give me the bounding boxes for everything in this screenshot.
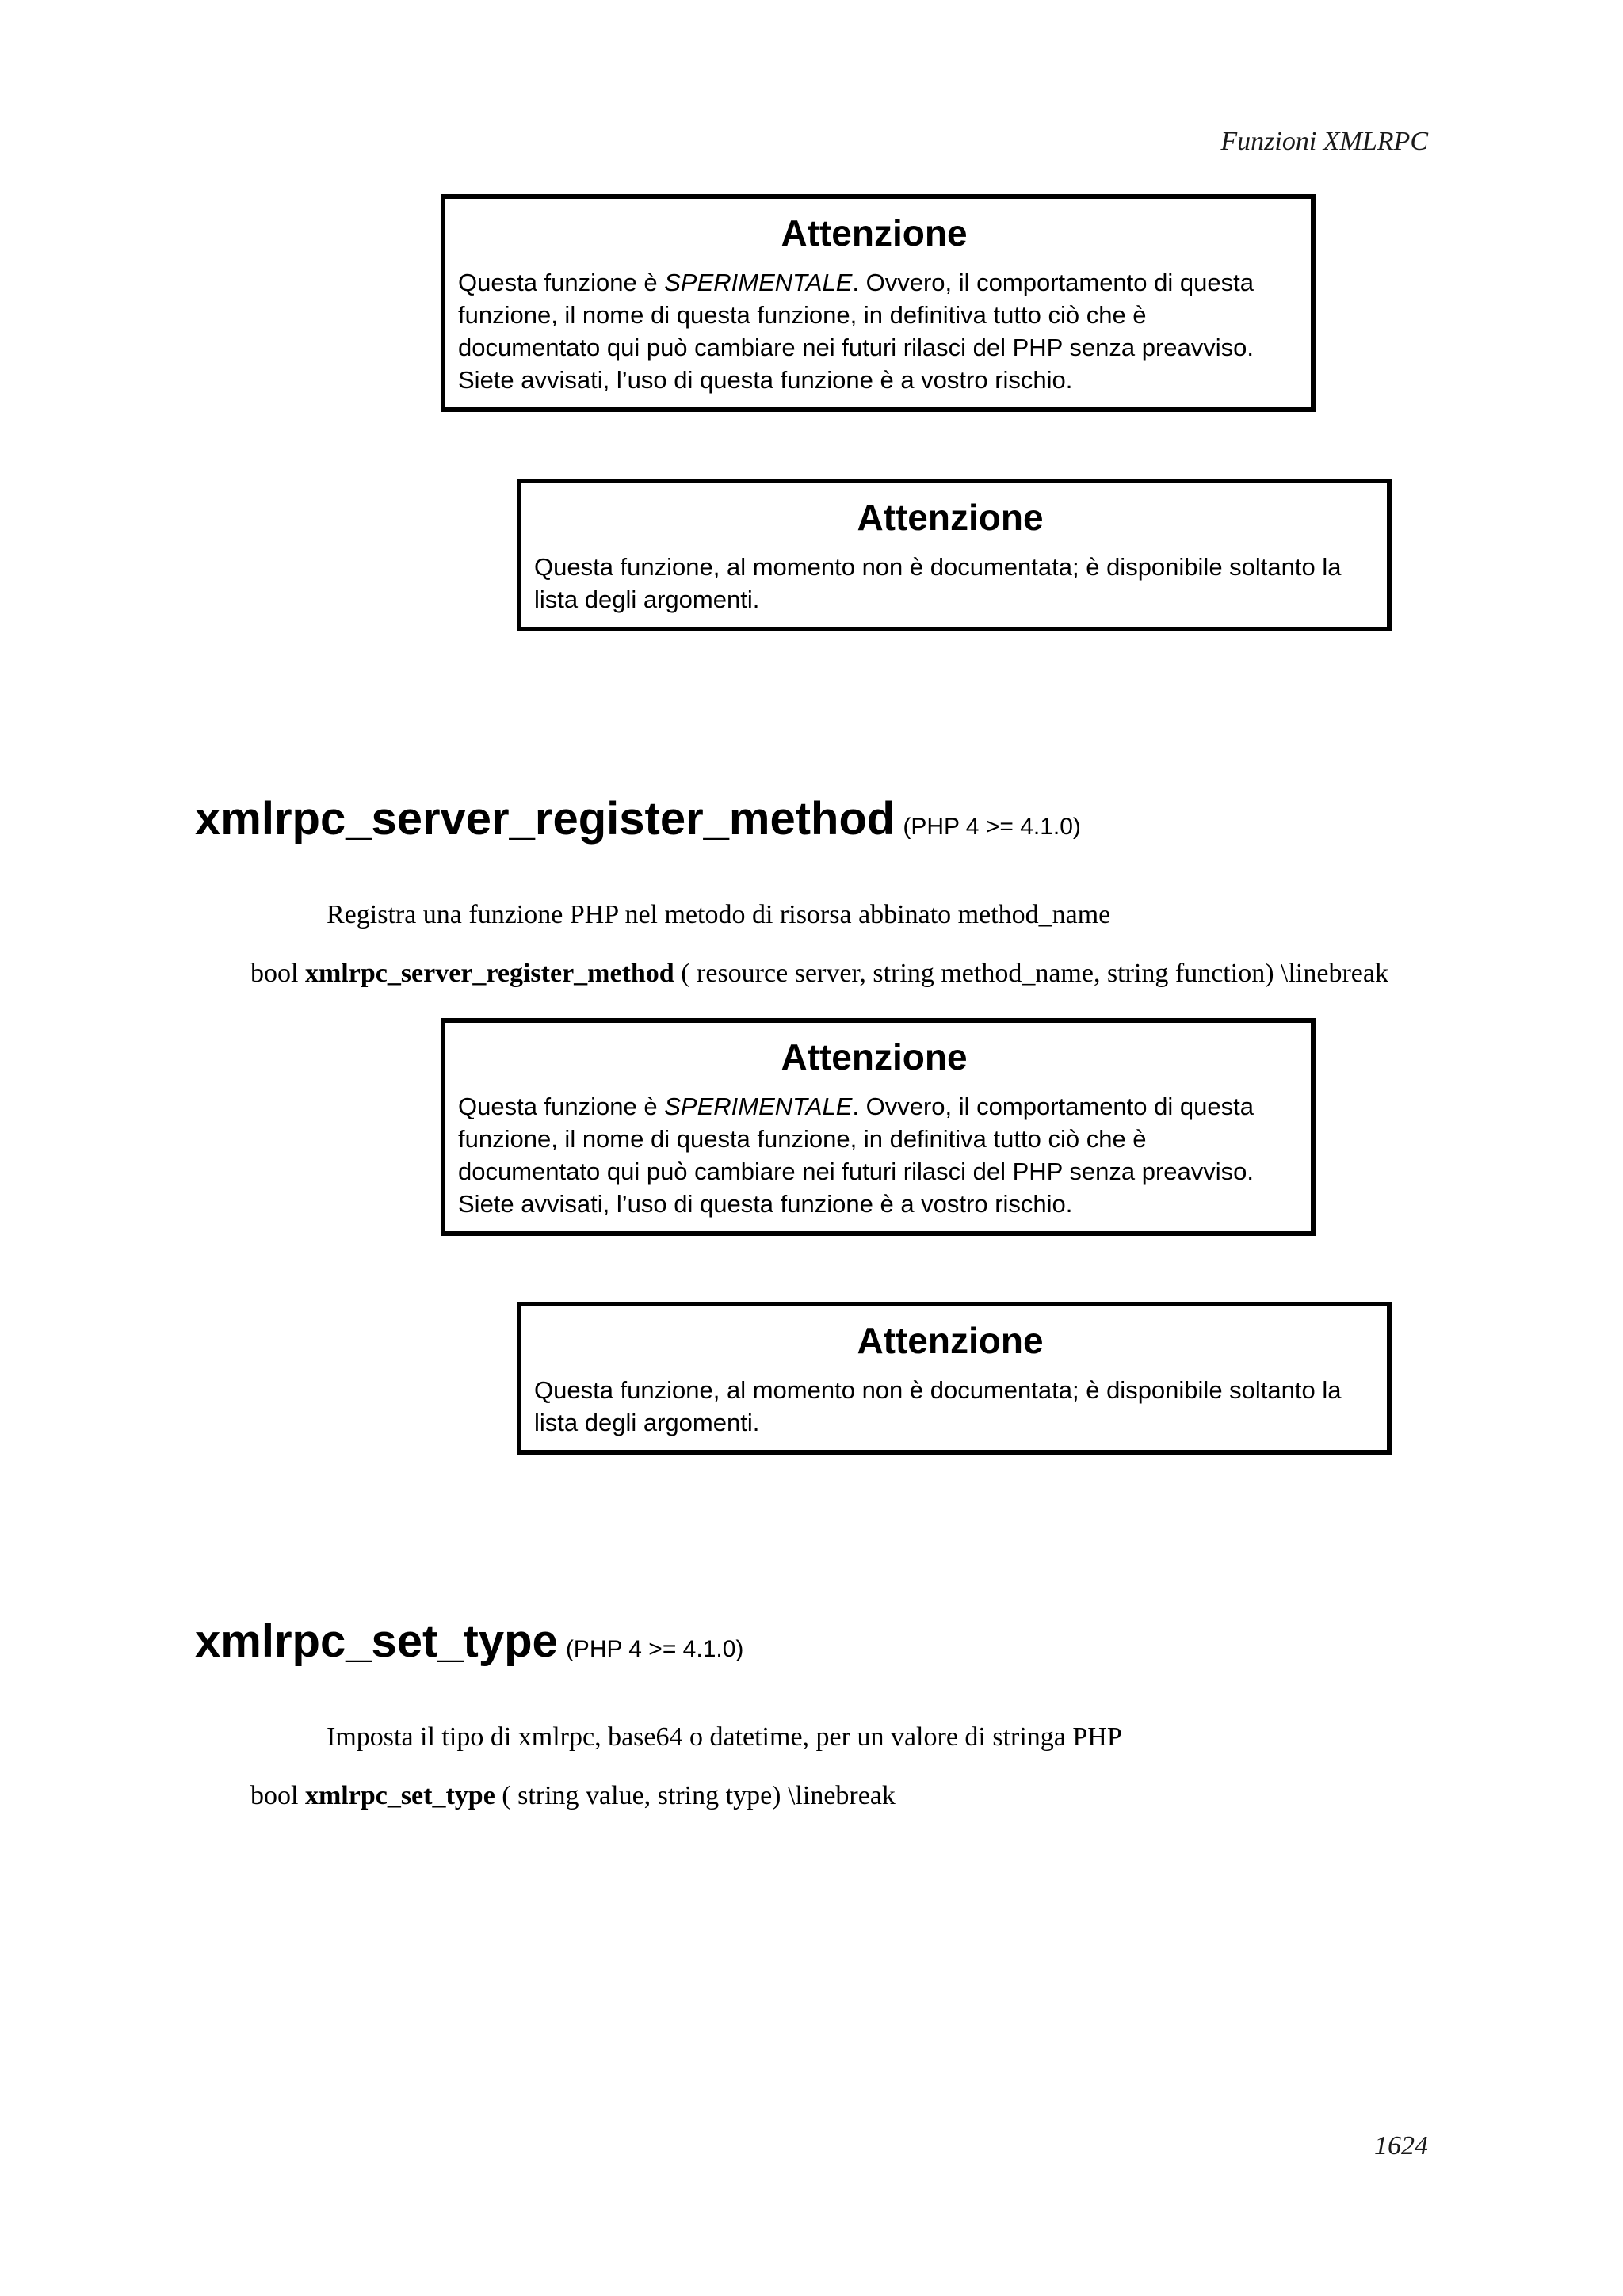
warning-text: Questa funzione, al momento non è documentata; è disponibile soltanto la lista degli argomenti. — [534, 1375, 1342, 1436]
function-purpose: Imposta il tipo di xmlrpc, base64 o datetime, per un valore di stringa PHP — [327, 1722, 1122, 1752]
warning-text: Questa funzione è SPERIMENTALE. Ovvero, il comportamento di questa funzione, il nome di questa funzione, in definitiva tutto ciò che è documentato qui può cambiare nei futuri rilasci del PHP senza preavviso. Siete avvisati, l’uso di questa funzione è a vostro rischio. — [458, 1092, 1254, 1218]
function-synopsis — [250, 1781, 896, 1811]
undocumented-warning-box — [517, 1302, 1392, 1455]
function-synopsis — [250, 959, 1388, 989]
warning-title: Attenzione — [857, 1320, 1044, 1361]
return-type: bool — [250, 959, 299, 988]
function-title — [195, 792, 1081, 845]
function-version: (PHP 4 >= 4.1.0) — [903, 814, 1081, 840]
function-title — [195, 1615, 743, 1668]
synopsis-function-name: xmlrpc_server_register_method — [304, 959, 674, 988]
experimental-warning-box — [441, 1018, 1316, 1236]
warning-text: Questa funzione, al momento non è documentata; è disponibile soltanto la lista degli argomenti. — [534, 552, 1342, 613]
function-purpose: Registra una funzione PHP nel metodo di risorsa abbinato method_name — [327, 900, 1111, 929]
return-type: bool — [250, 1781, 299, 1810]
function-version: (PHP 4 >= 4.1.0) — [565, 1636, 744, 1662]
synopsis-params: ( resource server, string method_name, string function) \linebreak — [681, 959, 1388, 988]
synopsis-params: ( string value, string type) \linebreak — [502, 1781, 896, 1810]
experimental-emphasis: SPERIMENTALE — [664, 268, 853, 296]
synopsis-function-name: xmlrpc_set_type — [304, 1781, 495, 1810]
warning-text: Questa funzione è SPERIMENTALE. Ovvero, il comportamento di questa funzione, il nome di questa funzione, in definitiva tutto ciò che è documentato qui può cambiare nei futuri rilasci del PHP senza preavviso. Siete avvisati, l’uso di questa funzione è a vostro rischio. — [458, 268, 1254, 394]
running-header: Funzioni XMLRPC — [1220, 127, 1428, 156]
page-number: 1624 — [1374, 2131, 1428, 2161]
function-name: xmlrpc_set_type — [195, 1615, 558, 1667]
warning-title: Attenzione — [781, 212, 968, 254]
warning-title: Attenzione — [857, 497, 1044, 538]
function-name: xmlrpc_server_register_method — [195, 793, 896, 845]
experimental-emphasis: SPERIMENTALE — [664, 1092, 853, 1120]
undocumented-warning-box — [517, 479, 1392, 631]
warning-title: Attenzione — [781, 1036, 968, 1077]
experimental-warning-box — [441, 194, 1316, 412]
